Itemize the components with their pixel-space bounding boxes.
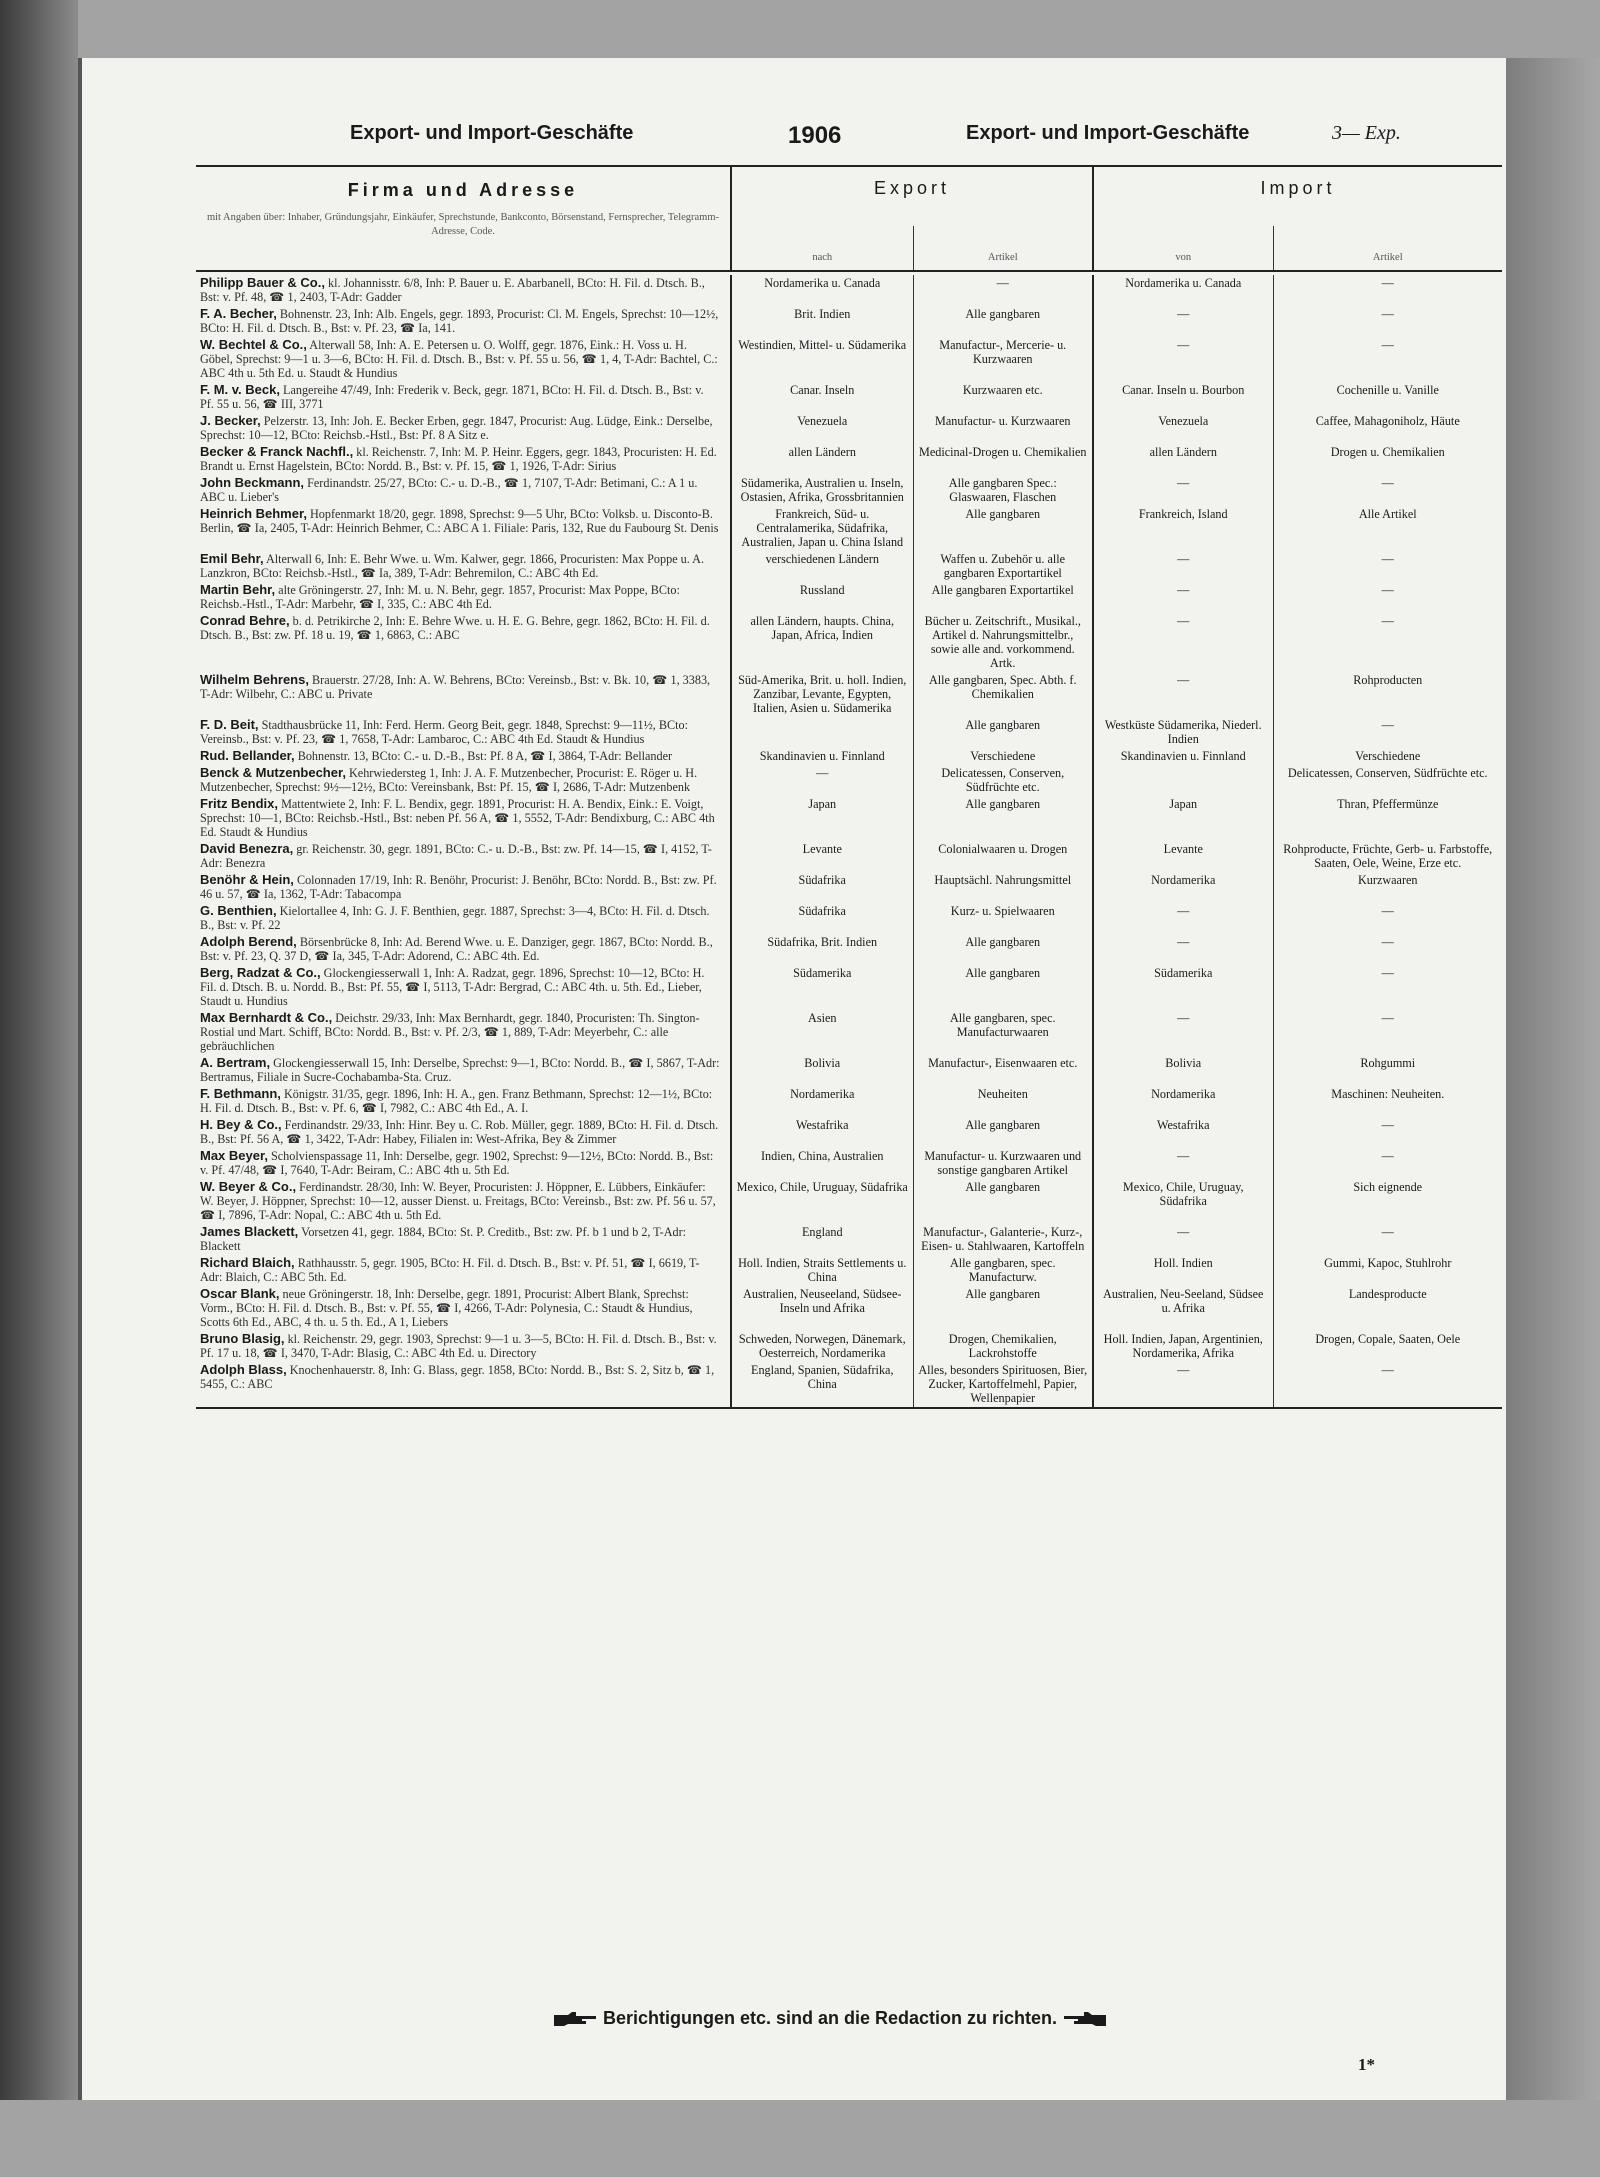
export-to-cell: Südamerika (731, 965, 913, 1010)
export-goods-cell: Alle gangbaren, Spec. Abth. f. Chemikalien (913, 672, 1093, 717)
running-head-right: Export- und Import-Geschäfte (966, 122, 1250, 144)
import-from-cell: — (1093, 1148, 1273, 1179)
import-goods-cell: — (1381, 966, 1394, 980)
firm-details: Knochenhauerstr. 8, Inh: G. Blass, gegr. 1858, BCto: Nordd. B., Bst: S. 2, Sitz b, ☎ 1, 5455, C.: ABC (200, 1363, 715, 1391)
import-from-cell: — (1093, 582, 1273, 613)
firm-name: F. Bethmann, (200, 1086, 281, 1101)
table-row (196, 748, 1502, 765)
firm-details: Scholvienspassage 11, Inh: Derselbe, gegr. 1902, Sprechst: 9—12½, BCto: Nordd. B., Bst: v. Pf. 47/48, ☎ I, 7640, T-Adr: Beiram, C.: ABC 4th u. 5th Ed. (200, 1149, 714, 1177)
import-goods-cell: — (1381, 338, 1394, 352)
firm-details: alte Gröningerstr. 27, Inh: M. u. N. Behr, gegr. 1857, Procurist: Max Poppe, BCto: Reichsb.-Hstl., T-Adr: Marbehr, ☎ I, 335, C.: ABC 4th Ed. (200, 583, 680, 611)
firm-details: Mattentwiete 2, Inh: F. L. Bendix, gegr. 1891, Procurist: H. A. Bendix, Eink.: E. Voigt, Sprechst: 10—1, BCto: Reichsb.-Hstl., Bst: neben Pf. 56 A, ☎ 1, 5552, T-Adr: Bendixburg, C.: ABC 4th Ed. Staudt & Hundius (200, 797, 715, 839)
import-from-cell: Westafrika (1093, 1117, 1273, 1148)
firm-details: Ferdinandstr. 25/27, BCto: C.- u. D.-B., ☎ 1, 7107, T-Adr: Betimani, C.: A 1 u. ABC u. Lieber's (200, 476, 698, 504)
directory-table (196, 165, 1502, 1414)
firm-details: Rathhausstr. 5, gegr. 1905, BCto: H. Fil. d. Dtsch. B., Bst: v. Pf. 51, ☎ I, 6619, T-Adr: Blaich, C.: ABC 5th. Ed. (200, 1256, 700, 1284)
export-to-cell: Süd-Amerika, Brit. u. holl. Indien, Zanzibar, Levante, Egypten, Italien, Asien u. Südamerika (731, 672, 913, 717)
import-goods-cell: — (1381, 935, 1394, 949)
firm-name: F. A. Becher, (200, 306, 277, 321)
import-from-cell: — (1093, 1362, 1273, 1408)
firm-details: Börsenbrücke 8, Inh: Ad. Berend Wwe. u. E. Danziger, gegr. 1867, BCto: Nordd. B., Bst: v. Pf. 23, Q. 37 D, ☎ Ia, 345, T-Adr: Adorend, C.: ABC 4th. Ed. (200, 935, 713, 963)
firm-details: Vorsetzen 41, gegr. 1884, BCto: St. P. Creditb., Bst: zw. Pf. b 1 und b 2, T-Adr: Blackett (200, 1225, 687, 1253)
export-goods-cell: Alle gangbaren, spec. Manufacturwaaren (913, 1010, 1093, 1055)
firm-cell (196, 765, 731, 796)
export-to-cell: Nordamerika u. Canada (731, 275, 913, 306)
running-head (350, 122, 1460, 156)
firm-cell (196, 748, 731, 765)
export-to-cell: Südamerika, Australien u. Inseln, Ostasien, Afrika, Grossbritannien (731, 475, 913, 506)
export-to-cell: Japan (731, 796, 913, 841)
firm-name: Bruno Blasig, (200, 1331, 285, 1346)
export-goods-cell: Kurz- u. Spielwaaren (913, 903, 1093, 934)
firm-name: G. Benthien, (200, 903, 277, 918)
firm-details: neue Gröningerstr. 18, Inh: Derselbe, gegr. 1891, Procurist: Albert Blank, Sprechst: Vorm., BCto: H. Fil. d. Dtsch. B., Bst: v. Pf. 55, ☎ I, 4266, T-Adr: Polynesia, C.: Staudt & Hundius, Scotts 6th Ed., ABC, 4 th. u. 5 th. Ed., A 1, Liebers (200, 1287, 693, 1329)
export-goods-cell: Alle gangbaren Spec.: Glaswaaren, Flaschen (913, 475, 1093, 506)
import-from-cell: Levante (1093, 841, 1273, 872)
firm-cell (196, 613, 731, 672)
export-goods-cell: Colonialwaaren u. Drogen (913, 841, 1093, 872)
table-row (196, 613, 1502, 672)
export-to-cell: Australien, Neuseeland, Südsee-Inseln und Afrika (731, 1286, 913, 1331)
firm-name: Wilhelm Behrens, (200, 672, 309, 687)
export-goods-cell: Neuheiten (913, 1086, 1093, 1117)
export-to-cell: Brit. Indien (731, 306, 913, 337)
export-goods-cell: Alle gangbaren (913, 796, 1093, 841)
import-from-cell: Australien, Neu-Seeland, Südsee u. Afrika (1093, 1286, 1273, 1331)
export-to-cell: Holl. Indien, Straits Settlements u. China (731, 1255, 913, 1286)
table-row (196, 765, 1502, 796)
firm-details: Alterwall 6, Inh: E. Behr Wwe. u. Wm. Kalwer, gegr. 1866, Procuristen: Max Poppe u. A. Lanzkron, BCto: Reichsb.-Hstl., ☎ Ia, 389, T-Adr: Behremilon, C.: ABC 4th Ed. (200, 552, 705, 580)
import-from-cell: Westküste Südamerika, Niederl. Indien (1093, 717, 1273, 748)
table-row (196, 413, 1502, 444)
import-from-cell: — (1093, 1224, 1273, 1255)
firm-cell (196, 1255, 731, 1286)
firm-details: Ferdinandstr. 29/33, Inh: Hinr. Bey u. C. Rob. Müller, gegr. 1889, BCto: H. Fil. d. Dtsch. B., Bst: Pf. 56 A, ☎ 1, 3422, T-Adr: Habey, Filialen in: West-Afrika, Bey & Zimmer (200, 1118, 719, 1146)
export-to-cell: Bolivia (731, 1055, 913, 1086)
import-goods-cell: Rohproducten (1353, 673, 1423, 687)
table-row (196, 1286, 1502, 1331)
export-goods-cell: Alle gangbaren (913, 1117, 1093, 1148)
import-from-cell: Venezuela (1093, 413, 1273, 444)
import-goods-cell: — (1381, 1118, 1394, 1132)
firm-name: Becker & Franck Nachfl., (200, 444, 354, 459)
import-goods-cell: Drogen, Copale, Saaten, Oele (1315, 1332, 1461, 1346)
import-goods-cell: Cochenille u. Vanille (1336, 383, 1439, 397)
import-goods-cell: — (1381, 1011, 1394, 1025)
firm-cell (196, 475, 731, 506)
firm-cell (196, 672, 731, 717)
import-from-cell: — (1093, 337, 1273, 382)
export-to-cell: allen Ländern (731, 444, 913, 475)
firm-name: W. Beyer & Co., (200, 1179, 297, 1194)
table-row (196, 1255, 1502, 1286)
firm-name: W. Bechtel & Co., (200, 337, 307, 352)
table-row (196, 841, 1502, 872)
correction-notice-text: Berichtigungen etc. sind an die Redaction zu richten. (602, 2008, 1058, 2028)
import-from-cell (1093, 765, 1273, 796)
export-goods-cell: Manufactur-, Galanterie-, Kurz-, Eisen- u. Stahlwaaren, Kartoffeln (913, 1224, 1093, 1255)
running-head-section-code: 3— Exp. (1332, 122, 1401, 144)
import-goods-cell: Maschinen: Neuheiten. (1331, 1087, 1445, 1101)
import-from-cell: Frankreich, Island (1093, 506, 1273, 551)
pointing-hand-right-icon (552, 2011, 598, 2027)
firm-name: Max Beyer, (200, 1148, 268, 1163)
import-from-cell: — (1093, 903, 1273, 934)
import-from-cell: Nordamerika (1093, 1086, 1273, 1117)
running-head-year: 1906 (788, 122, 842, 149)
table-row (196, 934, 1502, 965)
table-row (196, 1086, 1502, 1117)
import-goods-cell: Rohgummi (1360, 1056, 1416, 1070)
import-goods-header: Artikel (1372, 252, 1403, 263)
firm-cell (196, 444, 731, 475)
export-column-header: Export (731, 166, 1093, 226)
import-goods-cell: Kurzwaaren (1357, 873, 1418, 887)
export-goods-cell: Verschiedene (913, 748, 1093, 765)
firm-column-subtitle: mit Angaben über: Inhaber, Gründungsjahr, Einkäufer, Sprechstunde, Bankconto, Börsenstand, Fernsprecher, Telegramm-Adresse, Code. (206, 212, 720, 237)
firm-cell (196, 934, 731, 965)
firm-details: Pelzerstr. 13, Inh: Joh. E. Becker Erben, gegr. 1847, Procurist: Aug. Lüdge, Eink.: Derselbe, Sprechst: 10—12, BCto: Reichsb.-Hstl., Bst: Pf. 8 A Sitz e. (200, 414, 713, 442)
import-goods-cell: Thran, Pfeffermünze (1337, 797, 1439, 811)
export-goods-cell: Manufactur-, Eisenwaaren etc. (913, 1055, 1093, 1086)
import-goods-cell: Drogen u. Chemikalien (1330, 445, 1445, 459)
import-goods-cell: Landesproducte (1348, 1287, 1427, 1301)
firm-name: H. Bey & Co., (200, 1117, 282, 1132)
firm-name: Oscar Blank, (200, 1286, 280, 1301)
export-goods-cell: — (913, 275, 1093, 306)
firm-name: Rud. Bellander, (200, 748, 295, 763)
import-from-cell: Südamerika (1093, 965, 1273, 1010)
export-to-cell: Nordamerika (731, 1086, 913, 1117)
firm-details: kl. Reichenstr. 7, Inh: M. P. Heinr. Eggers, gegr. 1843, Procuristen: H. Ed. Brandt u. Ernst Hagelstein, BCto: Nordd. B., Bst: v. Pf. 15, ☎ 1, 1926, T-Adr: Sirius (200, 445, 717, 473)
firm-cell (196, 382, 731, 413)
import-from-cell: Nordamerika u. Canada (1093, 275, 1273, 306)
import-from-cell: Mexico, Chile, Uruguay, Südafrika (1093, 1179, 1273, 1224)
firm-cell (196, 1362, 731, 1408)
firm-cell (196, 551, 731, 582)
firm-details: Kehrwiedersteg 1, Inh: J. A. F. Mutzenbecher, Procurist: E. Röger u. H. Mutzenbecher, Sprechst: 9½—12½, BCto: Vereinsbank, Bst: Pf. 15, ☎ I, 2686, T-Adr: Mutzenbenk (200, 766, 698, 794)
table-row (196, 903, 1502, 934)
import-goods-cell: Gummi, Kapoc, Stuhlrohr (1324, 1256, 1452, 1270)
export-to-cell: Westafrika (731, 1117, 913, 1148)
firm-details: Königstr. 31/35, gegr. 1896, Inh: H. A., gen. Franz Bethmann, Sprechst: 12—1½, BCto: H. Fil. d. Dtsch. B., Bst: v. Pf. 6, ☎ I, 7982, C.: ABC 4th Ed., A. I. (200, 1087, 713, 1115)
export-to-cell: — (731, 765, 913, 796)
firm-cell (196, 796, 731, 841)
export-to-cell: Südafrika (731, 903, 913, 934)
import-from-cell: — (1093, 613, 1273, 672)
import-goods-cell: Alle Artikel (1358, 507, 1417, 521)
table-row (196, 1055, 1502, 1086)
import-goods-cell: — (1381, 476, 1394, 490)
export-to-cell: Levante (731, 841, 913, 872)
export-to-cell: Mexico, Chile, Uruguay, Südafrika (731, 1179, 913, 1224)
firm-cell (196, 1179, 731, 1224)
import-from-cell: Bolivia (1093, 1055, 1273, 1086)
export-to-cell: allen Ländern, haupts. China, Japan, Africa, Indien (731, 613, 913, 672)
firm-cell (196, 506, 731, 551)
import-column-header: Import (1093, 166, 1502, 226)
export-goods-cell: Hauptsächl. Nahrungsmittel (913, 872, 1093, 903)
scan-background-right (1506, 58, 1600, 2100)
scan-background-bottom (0, 2100, 1600, 2177)
firm-name: Benöhr & Hein, (200, 872, 294, 887)
table-row (196, 506, 1502, 551)
firm-details: gr. Reichenstr. 30, gegr. 1891, BCto: C.- u. D.-B., Bst: zw. Pf. 14—15, ☎ I, 4152, T-Adr: Benezra (200, 842, 712, 870)
firm-name: John Beckmann, (200, 475, 305, 490)
import-goods-cell: — (1381, 307, 1394, 321)
scan-background-top (0, 0, 1600, 58)
firm-name: F. D. Beit, (200, 717, 259, 732)
firm-cell (196, 1224, 731, 1255)
firm-cell (196, 1086, 731, 1117)
export-goods-header: Artikel (913, 226, 1093, 271)
import-goods-cell: — (1381, 614, 1394, 628)
import-from-cell: Nordamerika (1093, 872, 1273, 903)
firm-details: Stadthausbrücke 11, Inh: Ferd. Herm. Georg Beit, gegr. 1848, Sprechst: 9—11½, BCto: Vereinsb., Bst: v. Pf. 23, ☎ 1, 7658, T-Adr: Lambaroc, C.: ABC 4th Ed. Staudt & Hundius (200, 718, 688, 746)
export-goods-cell: Drogen, Chemikalien, Lackrohstoffe (913, 1331, 1093, 1362)
firm-name: David Benezra, (200, 841, 294, 856)
firm-name: Max Bernhardt & Co., (200, 1010, 333, 1025)
export-goods-cell: Manufactur-, Mercerie- u. Kurzwaaren (913, 337, 1093, 382)
table-bottom-rule (196, 1408, 1502, 1414)
export-goods-cell: Alle gangbaren (913, 965, 1093, 1010)
firm-details: Bohnenstr. 13, BCto: C.- u. D.-B., Bst: Pf. 8 A, ☎ I, 3864, T-Adr: Bellander (297, 749, 673, 763)
export-goods-cell: Alles, besonders Spirituosen, Bier, Zucker, Kartoffelmehl, Papier, Wellenpapier (913, 1362, 1093, 1408)
firm-cell (196, 337, 731, 382)
firm-details: Hopfenmarkt 18/20, gegr. 1898, Sprechst: 9—5 Uhr, BCto: Volksb. u. Disconto-B. Berlin, ☎ Ia, 2405, T-Adr: Heinrich Behmer, C.: ABC A 1. Filiale: Paris, 132, Rue du Faubourg St. Denis (200, 507, 719, 535)
firm-details: b. d. Petrikirche 2, Inh: E. Behre Wwe. u. H. E. G. Behre, gegr. 1862, BCto: H. Fil. d. Dtsch. B., Bst: zw. Pf. 18 u. 19, ☎ 1, 6863, C.: ABC (200, 614, 710, 642)
import-goods-cell: Delicatessen, Conserven, Südfrüchte etc. (1287, 766, 1488, 780)
firm-name: Benck & Mutzenbecher, (200, 765, 346, 780)
firm-cell (196, 1117, 731, 1148)
firm-column-header (196, 166, 731, 271)
firm-name: Richard Blaich, (200, 1255, 295, 1270)
export-to-cell: Südafrika, Brit. Indien (731, 934, 913, 965)
export-to-cell: Asien (731, 1010, 913, 1055)
import-goods-cell: — (1381, 718, 1394, 732)
table-row (196, 444, 1502, 475)
import-from-cell: allen Ländern (1093, 444, 1273, 475)
import-from-cell: Holl. Indien (1093, 1255, 1273, 1286)
export-goods-cell: Alle gangbaren (913, 1286, 1093, 1331)
firm-details: Brauerstr. 27/28, Inh: A. W. Behrens, BCto: Vereinsb., Bst: v. Bk. 10, ☎ 1, 3383, T-Adr: Wilbehr, C.: ABC u. Private (200, 673, 711, 701)
export-goods-cell: Manufactur- u. Kurzwaaren (913, 413, 1093, 444)
export-to-cell: England (731, 1224, 913, 1255)
firm-details: kl. Reichenstr. 29, gegr. 1903, Sprechst: 9—1 u. 3—5, BCto: H. Fil. d. Dtsch. B., Bst: v. Pf. 17 u. 18, ☎ I, 3470, T-Adr: Blasig, C.: ABC 4th Ed. u. Directory (200, 1332, 717, 1360)
import-from-cell: — (1093, 934, 1273, 965)
export-goods-cell: Bücher u. Zeitschrift., Musikal., Artikel d. Nahrungsmittelbr., sowie alle and. vorkommend. Artk. (913, 613, 1093, 672)
firm-cell (196, 275, 731, 306)
import-from-cell: — (1093, 306, 1273, 337)
table-row (196, 337, 1502, 382)
table-row (196, 306, 1502, 337)
export-to-cell: Russland (731, 582, 913, 613)
firm-cell (196, 903, 731, 934)
import-from-cell: — (1093, 672, 1273, 717)
export-goods-cell: Kurzwaaren etc. (913, 382, 1093, 413)
firm-name: Philipp Bauer & Co., (200, 275, 325, 290)
export-to-cell: Indien, China, Australien (731, 1148, 913, 1179)
firm-name: Emil Behr, (200, 551, 264, 566)
pointing-hand-left-icon (1062, 2011, 1108, 2027)
import-from-cell: — (1093, 551, 1273, 582)
firm-name: Fritz Bendix, (200, 796, 279, 811)
export-to-cell (731, 717, 913, 748)
import-goods-cell: — (1381, 276, 1394, 290)
entries-body (196, 275, 1502, 1408)
firm-cell (196, 965, 731, 1010)
table-row (196, 1010, 1502, 1055)
firm-details: Alterwall 58, Inh: A. E. Petersen u. O. Wolff, gegr. 1876, Eink.: H. Voss u. H. Göbel, Sprechst: 9—1 u. 3—6, BCto: H. Fil. d. Dtsch. B., Bst: v. Pf. 55 u. 56, ☎ 1, 4, T-Adr: Bachtel, C.: ABC 4th u. 5th Ed. u. Staudt & Hundius (200, 338, 718, 380)
table-row (196, 672, 1502, 717)
table-row (196, 1117, 1502, 1148)
firm-details: Kielortallee 4, Inh: G. J. F. Benthien, gegr. 1887, Sprechst: 3—4, BCto: H. Fil. d. Dtsch. B., Bst: v. Pf. 22 (200, 904, 710, 932)
table-row (196, 1362, 1502, 1408)
firm-details: Colonnaden 17/19, Inh: R. Benöhr, Procurist: J. Benöhr, BCto: Nordd. B., Bst: zw. Pf. 46 u. 57, ☎ Ia, 1362, T-Adr: Tabacompa (200, 873, 717, 901)
export-goods-cell: Alle gangbaren (913, 717, 1093, 748)
import-goods-cell: — (1381, 583, 1394, 597)
firm-name: James Blackett, (200, 1224, 299, 1239)
firm-details: Langereihe 47/49, Inh: Frederik v. Beck, gegr. 1871, BCto: H. Fil. d. Dtsch. B., Bst: v. Pf. 55 u. 56, ☎ III, 3771 (200, 383, 704, 411)
firm-cell (196, 413, 731, 444)
firm-name: Adolph Blass, (200, 1362, 287, 1377)
import-from-cell: Holl. Indien, Japan, Argentinien, Nordamerika, Afrika (1093, 1331, 1273, 1362)
import-goods-cell: Rohproducte, Früchte, Gerb- u. Farbstoffe, Saaten, Oele, Weine, Erze etc. (1283, 842, 1493, 870)
import-goods-cell: — (1381, 1149, 1394, 1163)
export-goods-cell: Alle gangbaren (913, 1179, 1093, 1224)
running-head-left: Export- und Import-Geschäfte (350, 122, 634, 144)
scan-binding-edge (0, 0, 78, 2177)
export-to-header: nach (731, 226, 913, 271)
firm-details: Deichstr. 29/33, Inh: Max Bernhardt, gegr. 1840, Procuristen: Th. Sington-Rostial und Mart. Schiff, BCto: Nordd. B., Bst: v. Pf. 2/3, ☎ 1, 889, T-Adr: Meyerbehr, C.: alle gebräuchlichen (200, 1011, 700, 1053)
import-goods-cell: — (1381, 1363, 1394, 1377)
table-row (196, 275, 1502, 306)
export-to-cell: Westindien, Mittel- u. Südamerika (731, 337, 913, 382)
firm-cell (196, 1010, 731, 1055)
firm-cell (196, 872, 731, 903)
table-row (196, 382, 1502, 413)
export-goods-cell: Waffen u. Zubehör u. alle gangbaren Exportartikel (913, 551, 1093, 582)
import-from-cell: Canar. Inseln u. Bourbon (1093, 382, 1273, 413)
firm-name: Martin Behr, (200, 582, 276, 597)
export-to-cell: Südafrika (731, 872, 913, 903)
firm-details: Bohnenstr. 23, Inh: Alb. Engels, gegr. 1893, Procurist: Cl. M. Engels, Sprechst: 10—12½, BCto: H. Fil. d. Dtsch. B., Bst: v. Pf. 23, ☎ Ia, 141. (200, 307, 719, 335)
export-to-cell: Schweden, Norwegen, Dänemark, Oesterreich, Nordamerika (731, 1331, 913, 1362)
import-goods-cell: — (1381, 1225, 1394, 1239)
table-row (196, 796, 1502, 841)
import-goods-cell: Verschiedene (1355, 749, 1421, 763)
table-row (196, 1331, 1502, 1362)
table-row (196, 1179, 1502, 1224)
firm-details: Ferdinandstr. 28/30, Inh: W. Beyer, Procuristen: J. Höppner, E. Lübbers, Einkäufer: W. Beyer, J. Höppner, Sprechst: 10—12, ausser Dienst. u. Freitags, BCto: Vereinsb., Bst: zw. Pf. 56 u. 57, ☎ I, 7896, T-Adr: Nopal, C.: ABC 4th u. 5th Ed. (200, 1180, 716, 1222)
firm-name: Berg, Radzat & Co., (200, 965, 321, 980)
table-row (196, 1148, 1502, 1179)
firm-name: F. M. v. Beck, (200, 382, 280, 397)
firm-details: Glockengiesserwall 1, Inh: A. Radzat, gegr. 1896, Sprechst: 10—12, BCto: H. Fil. d. Dtsch. B. u. Nordd. B., Bst: Pf. 55, ☎ I, 5113, T-Adr: Bergrad, C.: ABC 4th. u. 5th. Ed., Lieber, Staudt u. Hundius (200, 966, 705, 1008)
export-to-cell: Venezuela (731, 413, 913, 444)
export-to-cell: Frankreich, Süd- u. Centralamerika, Südafrika, Australien, Japan u. China Island (731, 506, 913, 551)
export-goods-cell: Alle gangbaren (913, 934, 1093, 965)
firm-name: Heinrich Behmer, (200, 506, 307, 521)
import-from-cell: — (1093, 475, 1273, 506)
firm-details: Glockengiesserwall 15, Inh: Derselbe, Sprechst: 9—1, BCto: Nordd. B., ☎ I, 5867, T-Adr: Bertramus, Filiale in Sucre-Cochabamba-Sta. Cruz. (200, 1056, 720, 1084)
import-goods-cell: — (1381, 552, 1394, 566)
export-goods-cell: Alle gangbaren, spec. Manufacturw. (913, 1255, 1093, 1286)
import-from-cell: Japan (1093, 796, 1273, 841)
export-to-cell: England, Spanien, Südafrika, China (731, 1362, 913, 1408)
firm-cell (196, 1286, 731, 1331)
export-goods-cell: Delicatessen, Conserven, Südfrüchte etc. (913, 765, 1093, 796)
firm-cell (196, 717, 731, 748)
table-row (196, 475, 1502, 506)
firm-cell (196, 1331, 731, 1362)
firm-cell (196, 582, 731, 613)
firm-name: Adolph Berend, (200, 934, 297, 949)
import-from-cell: Skandinavien u. Finnland (1093, 748, 1273, 765)
firm-name: J. Becker, (200, 413, 261, 428)
export-goods-cell: Alle gangbaren Exportartikel (913, 582, 1093, 613)
export-goods-cell: Alle gangbaren (913, 306, 1093, 337)
firm-details: kl. Johannisstr. 6/8, Inh: P. Bauer u. E. Abarbanell, BCto: H. Fil. d. Dtsch. B., Bst: v. Pf. 48, ☎ 1, 2403, T-Adr: Gadder (200, 276, 705, 304)
firm-name: A. Bertram, (200, 1055, 271, 1070)
correction-notice (470, 2008, 1190, 2029)
printer-signature: 1* (1358, 2055, 1375, 2074)
import-from-cell: — (1093, 1010, 1273, 1055)
export-goods-cell: Alle gangbaren (913, 506, 1093, 551)
import-from-header: von (1093, 226, 1273, 271)
firm-column-title: Firma und Adresse (347, 180, 579, 200)
table-row (196, 965, 1502, 1010)
import-goods-cell: Sich eignende (1353, 1180, 1423, 1194)
export-to-cell: Skandinavien u. Finnland (731, 748, 913, 765)
table-row (196, 551, 1502, 582)
firm-cell (196, 1055, 731, 1086)
export-to-cell: verschiedenen Ländern (731, 551, 913, 582)
firm-name: Conrad Behre, (200, 613, 290, 628)
firm-cell (196, 841, 731, 872)
firm-cell (196, 306, 731, 337)
export-to-cell: Canar. Inseln (731, 382, 913, 413)
table-row (196, 582, 1502, 613)
table-row (196, 872, 1502, 903)
export-goods-cell: Medicinal-Drogen u. Chemikalien (913, 444, 1093, 475)
import-goods-cell: — (1381, 904, 1394, 918)
import-goods-cell: Caffee, Mahagoniholz, Häute (1315, 414, 1460, 428)
firm-cell (196, 1148, 731, 1179)
table-row (196, 717, 1502, 748)
table-row (196, 1224, 1502, 1255)
export-goods-cell: Manufactur- u. Kurzwaaren und sonstige gangbaren Artikel (913, 1148, 1093, 1179)
